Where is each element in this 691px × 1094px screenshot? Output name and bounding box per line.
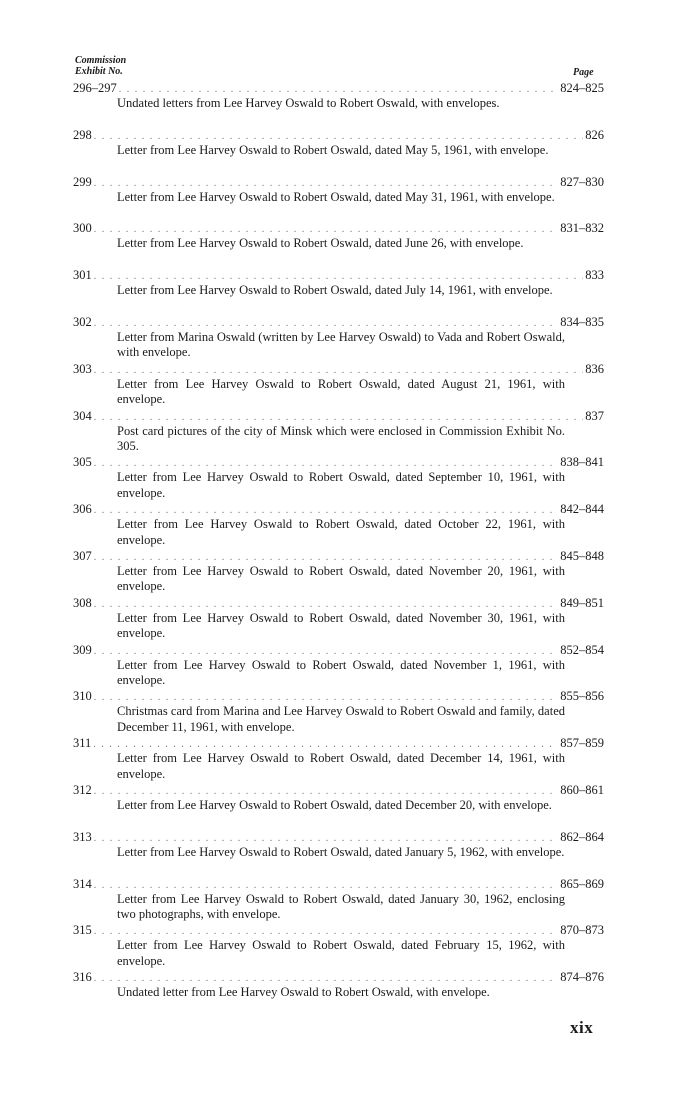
exhibit-description: Letter from Lee Harvey Oswald to Robert Oswald, dated December 20, with envelope.: [117, 797, 552, 812]
exhibit-entry: [73, 362, 604, 409]
exhibit-entry: [73, 455, 604, 502]
exhibit-description: Letter from Lee Harvey Oswald to Robert Oswald, dated November 20, 1961, with envelope.: [117, 563, 565, 594]
page-range: 845–848: [560, 548, 604, 563]
column-header-line-2: Exhibit No.: [75, 66, 123, 77]
dot-leader: [94, 363, 584, 378]
exhibit-description: Letter from Marina Oswald (written by Lee Harvey Oswald) to Vada and Robert Oswald, with envelope.: [117, 329, 565, 360]
exhibit-entry: [73, 783, 604, 830]
exhibit-entry: [73, 549, 604, 596]
exhibit-description: Letter from Lee Harvey Oswald to Robert Oswald, dated July 14, 1961, with envelope.: [117, 283, 553, 298]
page-range: 862–864: [560, 829, 604, 844]
dot-leader: [94, 878, 559, 893]
dot-leader: [94, 550, 559, 565]
dot-leader: [94, 503, 559, 518]
page-range: 870–873: [560, 923, 604, 938]
exhibit-number: 315: [73, 923, 92, 938]
exhibit-number: 309: [73, 642, 92, 657]
exhibit-description: Letter from Lee Harvey Oswald to Robert Oswald, dated September 10, 1961, with envelope.: [117, 470, 565, 500]
exhibit-description: Undated letters from Lee Harvey Oswald to Robert Oswald, with envelopes.: [117, 96, 500, 110]
exhibit-number: 307: [73, 548, 92, 563]
page-range: 860–861: [560, 782, 604, 797]
exhibit-number: 314: [73, 876, 92, 891]
exhibit-number: 305: [73, 455, 92, 470]
exhibit-entry: [73, 175, 604, 222]
page-range: 826: [585, 127, 604, 142]
exhibit-entry: [73, 409, 604, 456]
dot-leader: [94, 176, 559, 191]
dot-leader: [94, 597, 559, 612]
exhibit-entry: [73, 830, 604, 877]
exhibit-entry: [73, 923, 604, 970]
exhibit-number: 312: [73, 782, 92, 797]
page-range: 834–835: [560, 314, 604, 329]
dot-leader: [94, 222, 559, 237]
exhibit-entry: [73, 689, 604, 736]
dot-leader: [94, 690, 559, 705]
exhibit-description: Letter from Lee Harvey Oswald to Robert Oswald, dated December 14, 1961, with envelope.: [117, 751, 565, 781]
exhibit-entry: [73, 643, 604, 690]
page-range: 831–832: [560, 221, 604, 236]
column-header-page: Page: [573, 67, 594, 78]
page-range: 837: [585, 408, 604, 423]
dot-leader: [94, 316, 559, 331]
exhibit-description: Letter from Lee Harvey Oswald to Robert Oswald, dated May 31, 1961, with envelope.: [117, 189, 555, 204]
exhibit-number: 313: [73, 829, 92, 844]
exhibit-number: 311: [73, 736, 92, 751]
page-range: 833: [585, 268, 604, 283]
page-range: 874–876: [560, 970, 604, 985]
exhibit-number: 304: [73, 408, 92, 423]
exhibit-description: Letter from Lee Harvey Oswald to Robert Oswald, dated June 26, with envelope.: [117, 236, 524, 251]
dot-leader: [94, 269, 584, 284]
page-folio: xix: [570, 1018, 594, 1037]
exhibit-entry: [73, 502, 604, 549]
dot-leader: [93, 737, 558, 752]
exhibit-number: 301: [73, 268, 92, 283]
page-range: 836: [585, 361, 604, 376]
exhibit-entry: [73, 268, 604, 315]
dot-leader: [94, 971, 559, 986]
dot-leader: [94, 924, 559, 939]
exhibit-description: Letter from Lee Harvey Oswald to Robert Oswald, dated November 1, 1961, with envelope.: [117, 657, 565, 688]
exhibit-entry: [73, 315, 604, 362]
exhibit-description: Undated letter from Lee Harvey Oswald to Robert Oswald, with envelope.: [117, 985, 490, 1000]
exhibit-description: Letter from Lee Harvey Oswald to Robert Oswald, dated January 30, 1962, enclosing two photographs, with envelope.: [117, 891, 565, 922]
page-range: 852–854: [560, 642, 604, 657]
exhibit-number: 310: [73, 689, 92, 704]
exhibit-entry: [73, 970, 604, 1017]
exhibit-number: 300: [73, 221, 92, 236]
exhibit-entry: [73, 128, 604, 175]
column-header-line-1: Commission: [75, 55, 127, 66]
exhibit-entry: [73, 81, 604, 128]
column-header-exhibit: [75, 55, 126, 77]
dot-leader: [119, 82, 559, 97]
exhibit-description: Letter from Lee Harvey Oswald to Robert Oswald, dated November 30, 1961, with envelope.: [117, 610, 565, 641]
exhibit-entry: [73, 221, 604, 268]
exhibit-description: Letter from Lee Harvey Oswald to Robert Oswald, dated May 5, 1961, with envelope.: [117, 142, 549, 157]
exhibit-number: 298: [73, 127, 92, 142]
exhibit-number: 302: [73, 314, 92, 329]
exhibit-number: 299: [73, 174, 92, 189]
exhibit-entry: [73, 877, 604, 924]
exhibit-number: 306: [73, 502, 92, 517]
exhibit-number: 316: [73, 970, 92, 985]
dot-leader: [94, 410, 584, 425]
exhibit-number: 308: [73, 595, 92, 610]
exhibit-description: Letter from Lee Harvey Oswald to Robert Oswald, dated October 22, 1961, with envelope.: [117, 517, 565, 547]
page-range: 827–830: [560, 174, 604, 189]
dot-leader: [94, 456, 559, 471]
exhibit-number: 303: [73, 361, 92, 376]
dot-leader: [94, 644, 559, 659]
page-range: 865–869: [560, 876, 604, 891]
exhibit-description: Christmas card from Marina and Lee Harvey Oswald to Robert Oswald and family, dated December 11, 1961, with envelope.: [117, 704, 565, 734]
exhibit-description: Letter from Lee Harvey Oswald to Robert Oswald, dated January 5, 1962, with envelope.: [117, 844, 565, 859]
exhibit-list: [73, 81, 604, 1017]
exhibit-entry: [73, 596, 604, 643]
exhibit-description: Post card pictures of the city of Minsk which were enclosed in Commission Exhibit No. 305.: [117, 423, 565, 454]
exhibit-description: Letter from Lee Harvey Oswald to Robert Oswald, dated February 15, 1962, with envelope.: [117, 938, 565, 968]
page-range: 849–851: [560, 595, 604, 610]
page-range: 838–841: [560, 455, 604, 470]
page-range: 857–859: [560, 736, 604, 751]
exhibit-description: Letter from Lee Harvey Oswald to Robert Oswald, dated August 21, 1961, with envelope.: [117, 376, 565, 407]
dot-leader: [94, 784, 559, 799]
dot-leader: [94, 831, 559, 846]
dot-leader: [94, 129, 584, 144]
exhibit-number: 296–297: [73, 81, 117, 95]
exhibit-entry: [73, 736, 604, 783]
page-range: 842–844: [560, 502, 604, 517]
page-range: 824–825: [560, 81, 604, 95]
page-range: 855–856: [560, 689, 604, 704]
